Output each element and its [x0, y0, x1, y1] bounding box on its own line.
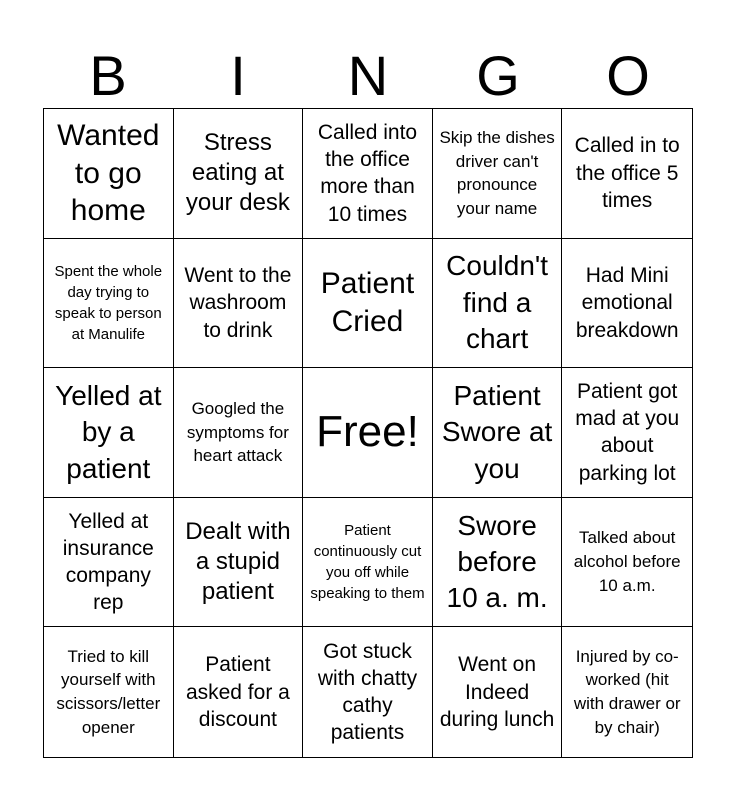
cell-text: Had Mini emotional breakdown — [575, 263, 679, 342]
cell-text: Patient Cried — [320, 267, 415, 338]
cell-text: Talked about alcohol before 10 a.m. — [573, 528, 681, 595]
bingo-cell[interactable] — [174, 498, 304, 628]
cell-text: Stress eating at your desk — [185, 129, 290, 217]
cell-text: Wanted to go home — [57, 119, 160, 228]
bingo-cell[interactable] — [562, 239, 692, 369]
header-letter-n: N — [347, 44, 389, 107]
cell-text: Got stuck with chatty cathy patients — [317, 639, 418, 745]
bingo-cell[interactable] — [303, 498, 433, 628]
cell-text: Free! — [316, 407, 419, 457]
cell-text: Patient continuously cut you off while speaking to them — [310, 522, 425, 603]
cell-text: Dealt with a stupid patient — [185, 518, 291, 606]
bingo-cell[interactable] — [44, 368, 174, 498]
cell-text: Called in to the office 5 times — [574, 134, 680, 212]
cell-text: Couldn't find a chart — [446, 250, 549, 355]
bingo-cell[interactable] — [44, 498, 174, 628]
cell-text: Swore before 10 a. m. — [446, 509, 548, 614]
cell-text: Yelled at by a patient — [55, 379, 162, 484]
bingo-cell[interactable] — [174, 109, 304, 239]
bingo-card — [43, 108, 693, 758]
cell-text: Skip the dishes driver can't pronounce your name — [439, 127, 555, 219]
bingo-cell[interactable] — [433, 498, 563, 628]
bingo-cell[interactable] — [174, 239, 304, 369]
cell-text: Called into the office more than 10 times — [317, 120, 418, 226]
bingo-cell[interactable] — [433, 368, 563, 498]
cell-text: Patient Swore at you — [441, 379, 553, 484]
cell-text: Googled the symptoms for heart attack — [186, 398, 289, 466]
header-letter-i: I — [230, 44, 246, 107]
bingo-cell[interactable] — [562, 627, 692, 757]
bingo-cell[interactable] — [562, 498, 692, 628]
bingo-cell[interactable] — [303, 627, 433, 757]
bingo-cell[interactable] — [562, 109, 692, 239]
cell-text: Went on Indeed during lunch — [439, 653, 555, 731]
bingo-cell[interactable] — [44, 239, 174, 369]
header-letter-b: B — [89, 44, 127, 107]
bingo-cell[interactable] — [44, 109, 174, 239]
bingo-header — [43, 44, 693, 108]
cell-text: Went to the washroom to drink — [184, 263, 292, 342]
cell-text: Tried to kill yourself with scissors/letter opener — [56, 646, 161, 737]
cell-text: Yelled at insurance company rep — [62, 509, 154, 615]
header-letter-g: G — [476, 44, 520, 107]
bingo-cell[interactable] — [433, 239, 563, 369]
bingo-cell[interactable] — [44, 627, 174, 757]
bingo-cell[interactable] — [433, 109, 563, 239]
header-letter-o: O — [606, 44, 650, 107]
bingo-cell[interactable] — [303, 109, 433, 239]
bingo-cell[interactable] — [303, 239, 433, 369]
cell-text: Injured by co-worked (hit with drawer or by chair) — [573, 646, 681, 737]
cell-text: Patient asked for a discount — [185, 653, 290, 731]
bingo-free-cell[interactable] — [303, 368, 433, 498]
cell-text: Patient got mad at you about parking lot — [575, 379, 680, 485]
bingo-cell[interactable] — [174, 627, 304, 757]
cell-text: Spent the whole day trying to speak to person at Manulife — [54, 262, 163, 343]
bingo-cell[interactable] — [433, 627, 563, 757]
bingo-cell[interactable] — [174, 368, 304, 498]
bingo-cell[interactable] — [562, 368, 692, 498]
